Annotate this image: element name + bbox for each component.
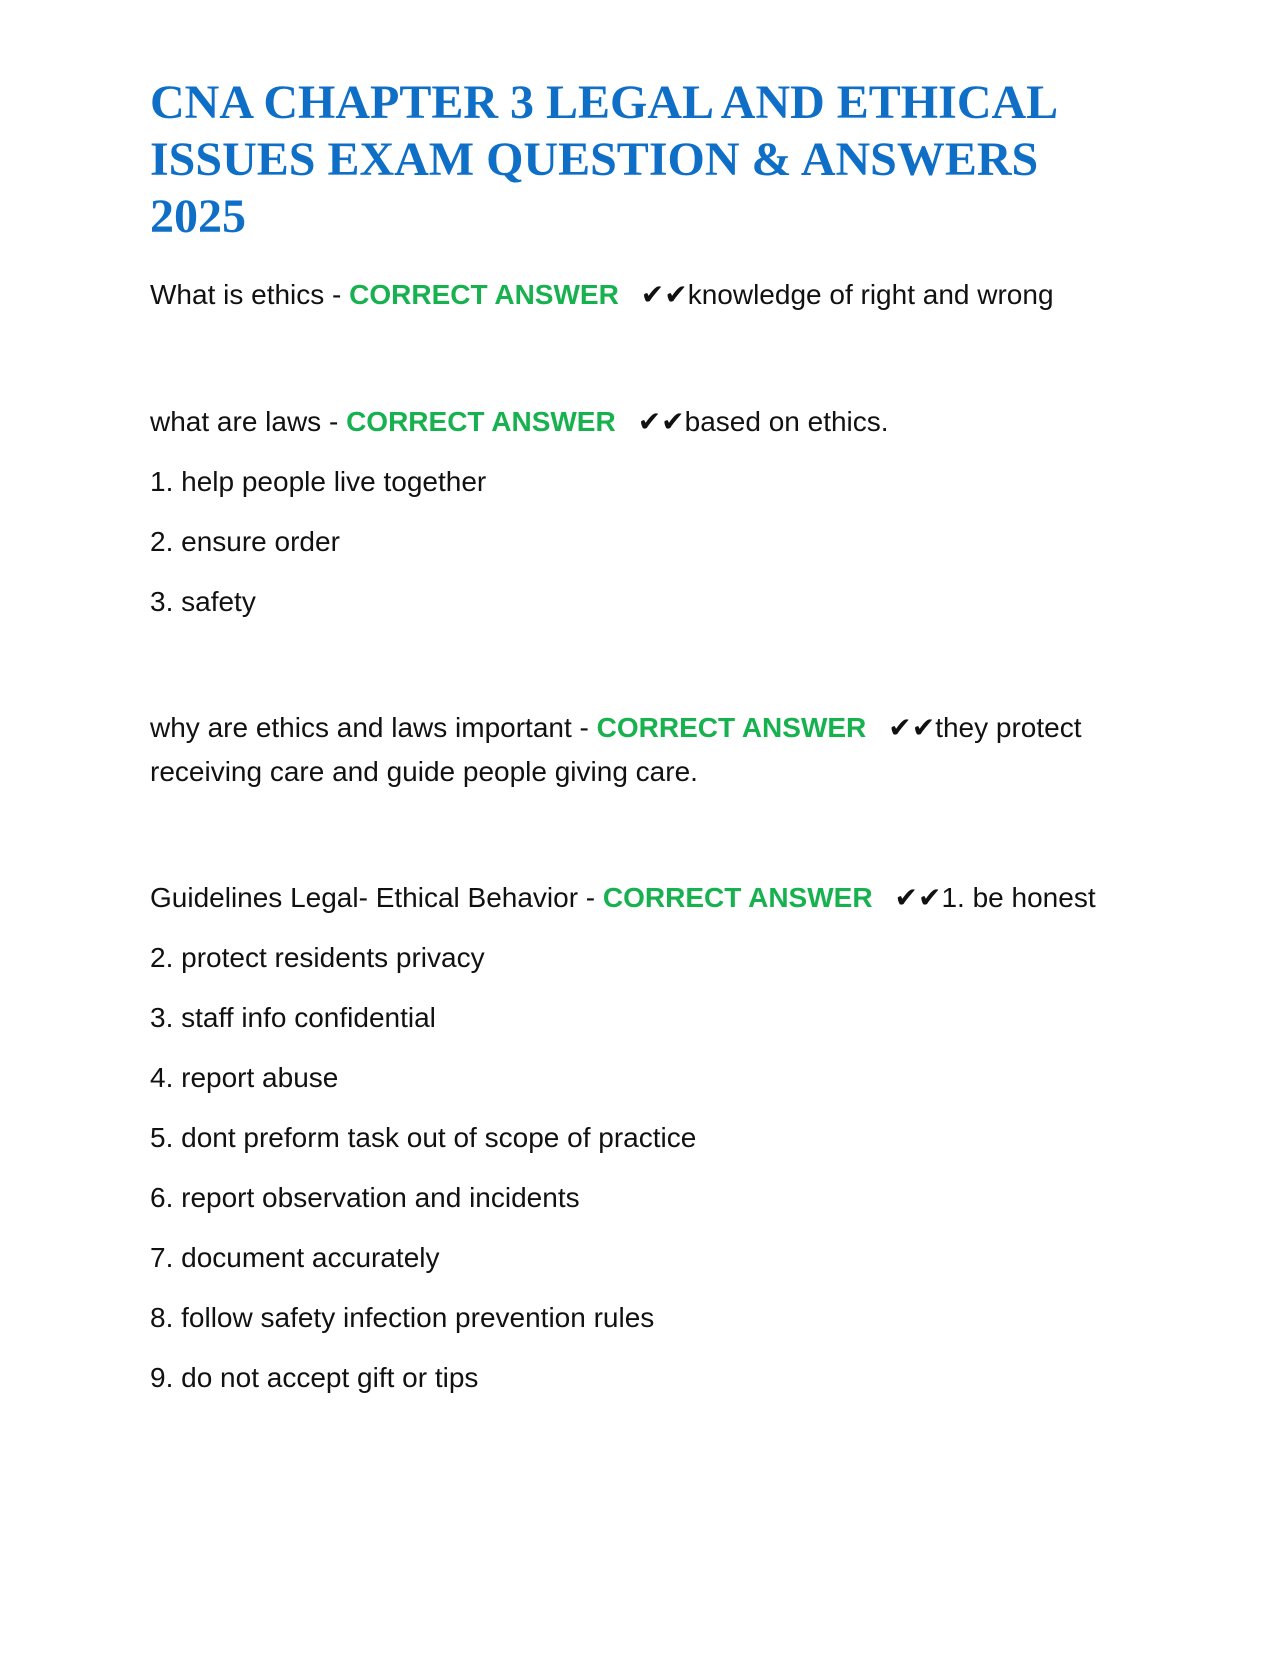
question-text: what are laws - — [150, 406, 347, 437]
answer-text: 1. be honest — [941, 882, 1096, 913]
list-item: 5. dont preform task out of scope of practice — [150, 1122, 697, 1153]
qa-line — [150, 706, 1130, 794]
list-item: 8. follow safety infection prevention rules — [150, 1302, 655, 1333]
answer-text: they protect receiving care and guide people giving care. — [150, 712, 1082, 787]
answer-text: knowledge of right and wrong — [687, 279, 1054, 310]
list-item: 3. safety — [150, 586, 256, 617]
qa-item-laws — [150, 400, 1130, 624]
list-item: 2. ensure order — [150, 526, 340, 557]
list-item: 3. staff info confidential — [150, 1002, 436, 1033]
double-check-icon: ✔✔ — [894, 882, 942, 913]
list-item: 2. protect residents privacy — [150, 942, 485, 973]
list-item: 4. report abuse — [150, 1062, 339, 1093]
list-item: 9. do not accept gift or tips — [150, 1362, 479, 1393]
answer-list — [150, 936, 1130, 1400]
list-item: 7. document accurately — [150, 1242, 440, 1273]
correct-answer-label: CORRECT ANSWER — [602, 882, 873, 913]
correct-answer-label: CORRECT ANSWER — [596, 712, 867, 743]
qa-line — [150, 876, 1130, 920]
answer-text: based on ethics. — [684, 406, 889, 437]
list-item: 6. report observation and incidents — [150, 1182, 580, 1213]
double-check-icon: ✔✔ — [640, 279, 688, 310]
qa-item-guidelines — [150, 876, 1130, 1400]
document-content — [150, 74, 1130, 1400]
correct-answer-label: CORRECT ANSWER — [349, 279, 619, 310]
answer-list — [150, 460, 1130, 624]
qa-line — [150, 400, 1130, 444]
qa-item-importance — [150, 706, 1130, 794]
question-text: why are ethics and laws important - — [150, 712, 597, 743]
double-check-icon: ✔✔ — [637, 406, 685, 437]
double-check-icon: ✔✔ — [888, 712, 936, 743]
list-item: 1. help people live together — [150, 466, 487, 497]
question-text: What is ethics - — [150, 279, 350, 310]
qa-line — [150, 273, 1130, 317]
document-title: CNA CHAPTER 3 LEGAL AND ETHICAL ISSUES EXAM QUESTION & ANSWERS 2025 — [150, 76, 1056, 243]
correct-answer-label: CORRECT ANSWER — [346, 406, 616, 437]
question-text: Guidelines Legal- Ethical Behavior - — [150, 882, 603, 913]
qa-item-ethics — [150, 273, 1130, 317]
